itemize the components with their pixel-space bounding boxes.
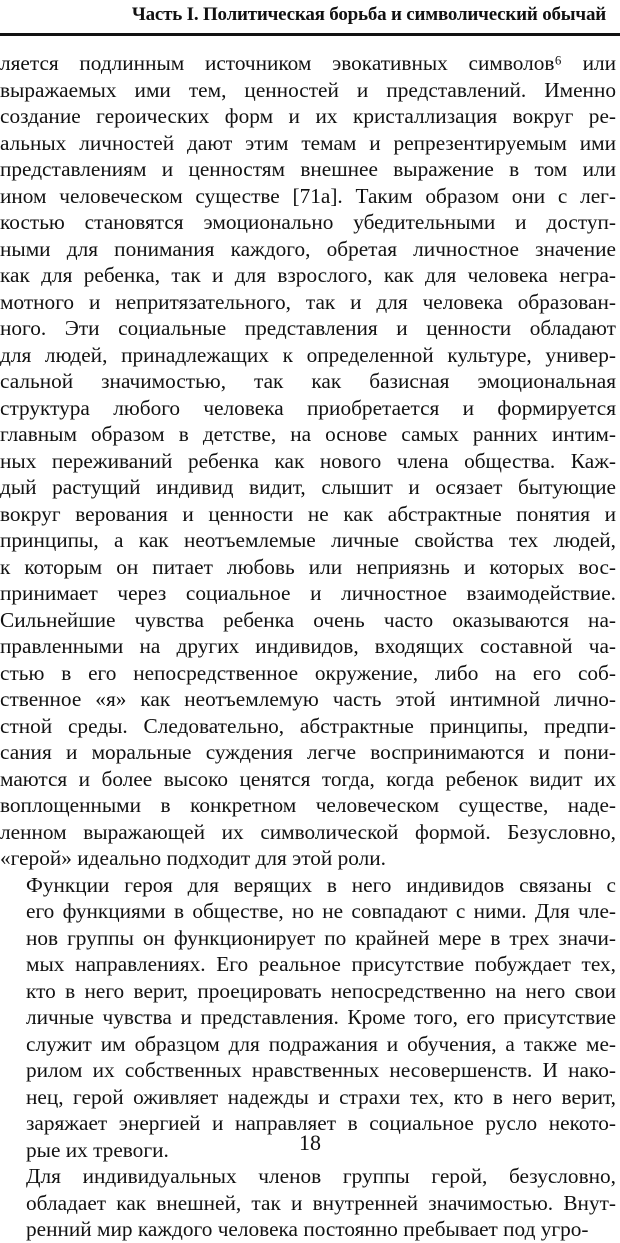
text-line: сальной значимостью, так как базисная эмоциональная — [0, 369, 616, 393]
text-line: стной среды. Следовательно, абстрактные принципы, предпи- — [0, 713, 616, 738]
text-line: представлениям и ценностям внешнее выражение в том или — [0, 157, 616, 181]
text-line: альных личностей дают этим темам и репрезентируемым ими — [0, 130, 616, 155]
text-line: для людей, принадлежащих к определенной культуре, универ- — [0, 342, 616, 367]
text-line: сания и моральные суждения легче воспринимаются и пони- — [0, 740, 616, 764]
text-line: заряжает энергией и направляет в социальное русло некото- — [26, 1111, 616, 1135]
running-head: Часть I. Политическая борьба и символический обычай — [131, 4, 606, 25]
text-line: Сильнейшие чувства ребенка очень часто оказываются на- — [0, 607, 616, 632]
text-line: нов группы он функционирует по крайней мере в трех значи- — [26, 925, 616, 950]
text-line: вокруг верования и ценности не как абстрактные понятия и — [0, 501, 616, 526]
text-line: маются и более высоко ценятся тогда, когда ребенок видит их — [0, 766, 616, 791]
text-line: личные чувства и представления. Кроме того, его присутствие — [26, 1005, 616, 1029]
text-line: создание героических форм и их кристаллизация вокруг ре- — [0, 104, 616, 128]
text-line: принимает через социальное и личностное взаимодействие. — [0, 581, 616, 605]
text-line: Функции героя для верящих в него индивидов связаны с — [26, 872, 616, 897]
text-line: обладает как внешней, так и внутренней значимостью. Внут- — [26, 1190, 616, 1215]
text-line: его функциями в обществе, но не совпадают с ними. Для чле- — [26, 899, 616, 923]
text-line: ными для понимания каждого, обретая личностное значение — [0, 236, 616, 261]
text-line: ственное «я» как неотъемлемую часть этой интимной лично- — [0, 687, 616, 711]
text-line: ляется подлинным источником эвокативных символов⁶ или — [0, 51, 616, 75]
text-line: воплощенными в конкретном человеческом существе, наде- — [0, 793, 616, 817]
text-line: мых направлениях. Его реальное присутствие побуждает тех, — [26, 952, 616, 976]
text-line: Для индивидуальных членов группы герой, безусловно, — [26, 1164, 616, 1188]
text-line: ных переживаний ребенка как нового члена общества. Каж- — [0, 448, 616, 473]
text-line: кто в него верит, проецировать непосредственно на него свои — [26, 978, 616, 1003]
text-line: главным образом в детстве, на основе самых ранних интим- — [0, 422, 616, 446]
text-line: принципы, а как неотъемлемые личные свойства тех людей, — [0, 528, 616, 552]
text-line: как для ребенка, так и для взрослого, как для человека негра- — [0, 263, 616, 287]
text-line: ного. Эти социальные представления и ценности обладают — [0, 316, 616, 340]
text-line: рые их тревоги. — [26, 1137, 169, 1162]
body-text — [0, 50, 616, 1243]
header-rule — [0, 33, 620, 36]
text-line: костью становятся эмоционально убедительными и доступ- — [0, 210, 616, 234]
text-line: ленном выражающей их символической формой. Безусловно, — [0, 819, 616, 844]
paragraph — [0, 872, 616, 1164]
text-line: ином человеческом существе [71a]. Таким образом они с лег- — [0, 183, 616, 208]
text-line: ренний мир каждого человека постоянно пребывает под угро- — [26, 1217, 589, 1241]
page-number: 18 — [299, 1130, 321, 1155]
paragraph — [0, 50, 616, 872]
paragraph — [0, 1163, 616, 1243]
text-line: служит им образцом для подражания и обучения, а также ме- — [26, 1031, 616, 1056]
text-line: нец, герой оживляет надежды и страхи тех, кто в него верит, — [26, 1084, 616, 1109]
text-line: к которым он питает любовь или неприязнь и которых вос- — [0, 554, 616, 579]
text-line: мотного и непритязательного, так и для человека образован- — [0, 289, 616, 314]
text-line: правленными на других индивидов, входящих составной ча- — [0, 634, 616, 658]
text-line: стью в его непосредственное окружение, либо на его соб- — [0, 660, 616, 685]
text-line: структура любого человека приобретается и формируется — [0, 395, 616, 420]
text-line: дый растущий индивид видит, слышит и осязает бытующие — [0, 475, 616, 499]
text-line: «герой» идеально подходит для этой роли. — [0, 846, 387, 870]
text-line: выражаемых ими тем, ценностей и представлений. Именно — [0, 77, 616, 102]
text-line: рилом их собственных нравственных несовершенств. И нако- — [26, 1058, 616, 1082]
